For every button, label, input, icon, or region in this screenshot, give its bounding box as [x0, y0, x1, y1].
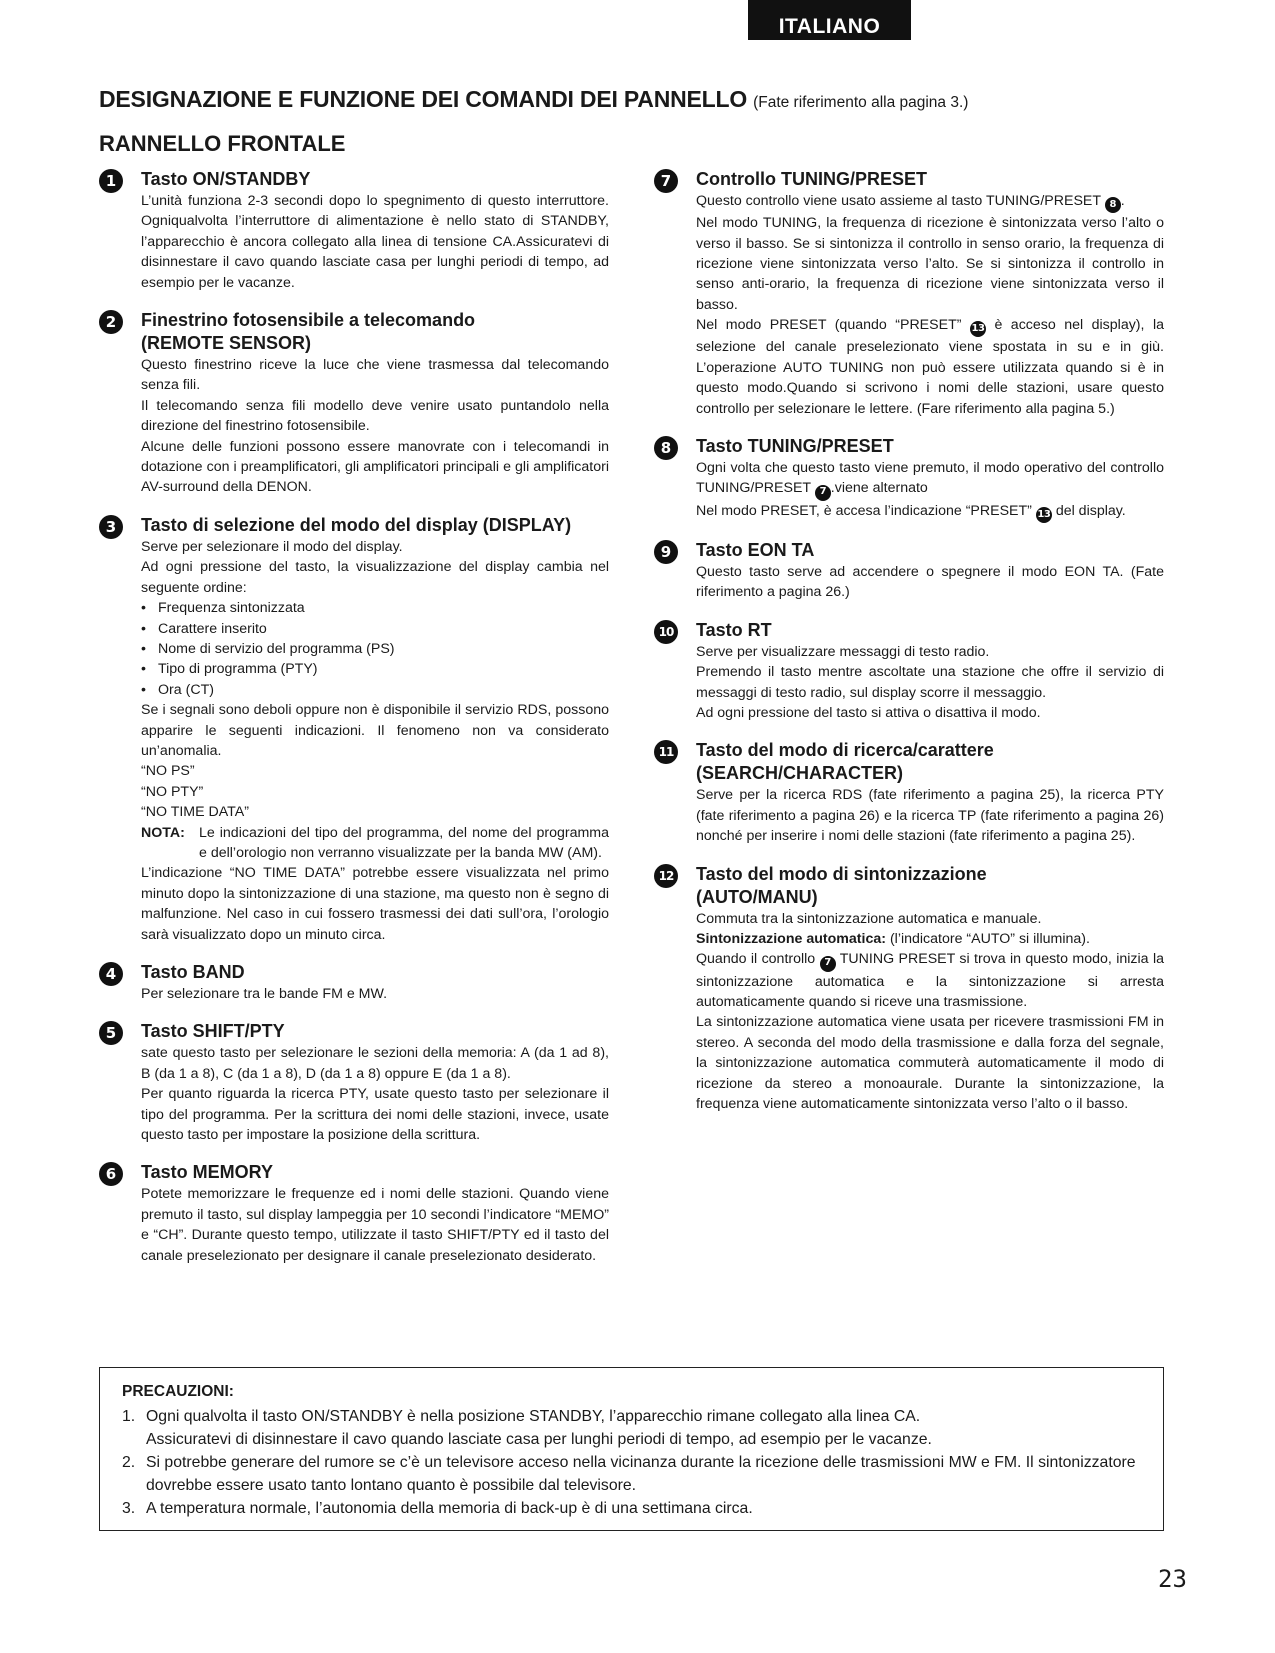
item-search-character: [654, 739, 1164, 846]
item-number-badge: 1: [99, 169, 123, 193]
precautions-list: [122, 1405, 1141, 1520]
item-paragraph: [696, 929, 1164, 949]
right-column: [654, 168, 1164, 1130]
item-body: [141, 1043, 609, 1145]
item-paragraph: Per quanto riguarda la ricerca PTY, usate questo tasto per selezionare il tipo del programma. Per la scrittura dei nomi delle stazioni, invece, usate questo tasto per impostare la posizione della scrittura.: [141, 1086, 609, 1144]
item-paragraph: Serve per visualizzare messaggi di testo radio.: [696, 643, 990, 660]
text-span: Nel modo PRESET (quando “PRESET”: [696, 317, 962, 334]
item-body: [141, 1184, 609, 1266]
item-number-badge: 5: [99, 1021, 123, 1045]
precaution-number: 2.: [122, 1454, 136, 1471]
item-remote-sensor: [99, 309, 609, 498]
item-body: [141, 355, 609, 498]
item-eon-ta: [654, 539, 1164, 603]
item-paragraph: [696, 315, 1164, 419]
item-tuning-preset-button: [654, 435, 1164, 523]
item-auto-manu: [654, 863, 1164, 1115]
item-band: [99, 961, 609, 1004]
ref-number-badge: 7: [820, 956, 836, 972]
item-body: [141, 191, 609, 293]
note-block: [141, 823, 609, 864]
precaution-item: [122, 1497, 1141, 1520]
item-heading: [141, 309, 609, 355]
item-heading: Tasto RT: [696, 619, 772, 640]
item-tuning-preset-control: [654, 168, 1164, 419]
page-title-ref: (Fate riferimento alla pagina 3.): [753, 94, 969, 111]
item-paragraph: Nel modo TUNING, la frequenza di ricezione è sintonizzata verso l’alto o verso il basso. Se si sintonizza il controllo in senso orario, la frequenza di ricezione viene sintonizzata verso l’alto. Se si sintonizza il controllo in senso anti-orario, la frequenza di ricezione viene sintonizzata verso il basso.: [696, 215, 1164, 313]
item-heading: Tasto ON/STANDBY: [141, 169, 311, 189]
item-heading: [696, 739, 1164, 785]
left-column: [99, 168, 609, 1282]
list-item: • Tipo di programma (PTY): [141, 659, 609, 679]
item-number-badge: 4: [99, 962, 123, 986]
item-body: [696, 909, 1164, 1115]
item-heading: Tasto SHIFT/PTY: [141, 1021, 285, 1042]
indicator-text: “NO PS”: [141, 763, 195, 780]
item-heading-line: Tasto del modo di sintonizzazione: [696, 863, 987, 884]
item-number-badge: 11: [654, 740, 678, 764]
item-heading-line: Finestrino fotosensibile a telecomando: [141, 310, 476, 331]
item-heading: Tasto BAND: [141, 962, 245, 982]
item-number-badge: 12: [654, 864, 678, 888]
precaution-text: Si potrebbe generare del rumore se c’è un televisore acceso nella vicinanza durante la ricezione delle trasmissioni MW e FM. Il sintonizzatore dovrebbe essere usato tanto lontano quanto è possibile dal televisore.: [146, 1454, 1136, 1494]
page-title-text: DESIGNAZIONE E FUNZIONE DEI COMANDI DEI PANNELLO: [99, 86, 748, 112]
ref-number-badge: 13: [970, 321, 986, 337]
indicator-text: “NO TIME DATA”: [141, 804, 249, 821]
precaution-item: [122, 1451, 1141, 1497]
text-span: (l’indicatore “AUTO” si illumina).: [889, 930, 1090, 947]
list-item: • Frequenza sintonizzata: [141, 598, 609, 618]
text-span: Nel modo PRESET, è accesa l’indicazione “PRESET”: [696, 502, 1032, 519]
list-item: • Nome di servizio del programma (PS): [141, 639, 609, 659]
item-heading: Controllo TUNING/PRESET: [696, 169, 927, 189]
item-paragraph: [696, 501, 1164, 523]
item-heading: [696, 863, 1164, 909]
item-paragraph: Questo tasto serve ad accendere o spegnere il modo EON TA. (Fate riferimento a pagina 26.): [696, 563, 1164, 601]
text-span: Quando il controllo: [696, 951, 816, 968]
item-paragraph: L’indicazione “NO TIME DATA” potrebbe essere visualizzata nel primo minuto dopo la sintonizzazione di una stazione, ma questo non è segno di malfunzione. Nel caso in cui fossero trasmessi dei dati sull’ora, l’orologio sarà visualizzato dopo un minuto circa.: [141, 865, 609, 943]
text-span: .: [1120, 193, 1125, 209]
item-paragraph: [696, 191, 1164, 213]
item-paragraph: La sintonizzazione automatica viene usata per ricevere trasmissioni FM in stereo. A seconda del modo della trasmissione e dalla forza del segnale, la sintonizzazione automatica commuterà automaticamente il modo di ricezione da stereo a monoaurale. Durante la sintonizzazione, la frequenza viene automaticamente sintonizzata verso l’alto o il basso.: [696, 1014, 1164, 1112]
ref-number-badge: 8: [1105, 197, 1121, 213]
item-on-standby: [99, 168, 609, 293]
item-number-badge: 8: [654, 436, 678, 460]
precaution-text: Ogni qualvolta il tasto ON/STANDBY è nella posizione STANDBY, l’apparecchio rimane collegato alla linea CA.: [146, 1408, 921, 1425]
language-tab: ITALIANO: [748, 0, 911, 40]
item-paragraph: Serve per la ricerca RDS (fate riferimento a pagina 25), la ricerca PTY (fate riferimento a pagina 26) e la ricerca TP (fate riferimento a pagina 26) nonché per inserire i nomi delle stazioni (fate riferimento a pagina 25).: [696, 787, 1164, 845]
ref-number-badge: 13: [1036, 507, 1052, 523]
item-memory: [99, 1161, 609, 1266]
item-paragraph: Ad ogni pressione del tasto, la visualizzazione del display cambia nel seguente ordine:: [141, 559, 609, 596]
precaution-text: A temperatura normale, l’autonomia della memoria di back-up è di una settimana circa.: [146, 1500, 753, 1517]
item-shift-pty: [99, 1020, 609, 1145]
item-number-badge: 6: [99, 1162, 123, 1186]
item-paragraph: [696, 949, 1164, 1012]
note-label: NOTA:: [141, 824, 185, 841]
precautions-title: PRECAUZIONI:: [122, 1383, 234, 1400]
item-heading: Tasto TUNING/PRESET: [696, 436, 894, 457]
page-number: 23: [1158, 1565, 1187, 1593]
text-span: .viene alternato: [830, 480, 928, 497]
item-rt: [654, 619, 1164, 724]
item-paragraph: Alcune delle funzioni possono essere manovrate con i telecomandi in dotazione con i preamplificatori, gli amplificatori principali e gli amplificatori AV-surround della DENON.: [141, 438, 609, 496]
item-paragraph: Se i segnali sono deboli oppure non è disponibile il servizio RDS, possono apparire le seguenti indicazioni. Il fenomeno non va considerato un’anomalia.: [141, 702, 609, 759]
item-heading: Tasto EON TA: [696, 539, 815, 560]
text-span: Ogni volta che questo tasto viene premuto, il modo operativo del controllo TUNING/PRESET: [696, 460, 1164, 497]
item-body: [696, 191, 1164, 419]
note-text: Le indicazioni del tipo del programma, del nome del programma e dell’orologio non verranno visualizzate per la banda MW (AM).: [199, 824, 609, 861]
item-paragraph: Per selezionare tra le bande FM e MW.: [141, 986, 388, 1002]
bullet-list: [141, 598, 609, 700]
list-item: • Carattere inserito: [141, 619, 609, 639]
item-number-badge: 2: [99, 310, 123, 334]
section-title: RANNELLO FRONTALE: [99, 131, 346, 156]
item-body: [696, 642, 1164, 724]
item-body: [141, 984, 609, 1004]
precaution-number: 1.: [122, 1408, 136, 1425]
item-heading: Tasto MEMORY: [141, 1162, 274, 1183]
item-paragraph: Il telecomando senza fili modello deve venire usato puntandolo nella direzione del finestrino fotosensibile.: [141, 397, 609, 435]
item-paragraph: L’unità funziona 2-3 secondi dopo lo spegnimento di questo interruttore. Ogniqualvolta l’interruttore di alimentazione è nello stato di STANDBY, l’apparecchio è ancora collegato alla linea di tensione CA.Assicuratevi di disinnestare il cavo quando lasciate casa per lunghi periodi di tempo, ad esempio per le vacanze.: [141, 193, 609, 291]
item-number-badge: 9: [654, 540, 678, 564]
precautions-box: [99, 1367, 1164, 1531]
item-paragraph: Questo finestrino riceve la luce che viene trasmessa dal telecomando senza fili.: [141, 357, 609, 394]
item-paragraph: Commuta tra la sintonizzazione automatica e manuale.: [696, 910, 1042, 927]
item-heading-line: (SEARCH/CHARACTER): [696, 763, 903, 784]
indicator-text: “NO PTY”: [141, 783, 204, 800]
item-paragraph: Ad ogni pressione del tasto si attiva o disattiva il modo.: [696, 704, 1041, 721]
item-paragraph: Potete memorizzare le frequenze ed i nomi delle stazioni. Quando viene premuto il tasto, sul display lampeggia per 10 secondi l’indicatore “MEMO” e “CH”. Durante questo tempo, utilizzate il tasto SHIFT/PTY ed il tasto del canale preselezionato per designare il canale preselezionato desiderato.: [141, 1186, 609, 1264]
list-item: • Ora (CT): [141, 680, 609, 700]
precaution-text: Assicuratevi di disinnestare il cavo quando lasciate casa per lunghi periodi di tempo, ad esempio per le vacanze.: [146, 1431, 932, 1448]
item-heading-line: (AUTO/MANU): [696, 886, 818, 907]
item-number-badge: 3: [99, 515, 123, 539]
item-paragraph: [696, 458, 1164, 501]
item-heading: Tasto di selezione del modo del display (DISPLAY): [141, 514, 572, 535]
precaution-number: 3.: [122, 1500, 136, 1517]
text-span: del display.: [1055, 502, 1126, 519]
text-span: è acceso nel display), la selezione del canale preselezionato viene spostata in su e in giù. L’operazione AUTO TUNING non può essere utilizzata quando si è in questo modo.Quando si scrivono i nomi delle stazioni, usare questo controllo per selezionare le lettere. (Fare riferimento alla pagina 5.): [696, 317, 1164, 417]
bold-label: Sintonizzazione automatica:: [696, 930, 886, 947]
precaution-item: [122, 1405, 1141, 1451]
item-display: [99, 514, 609, 945]
text-span: TUNING PRESET si trova in questo modo, inizia la sintonizzazione automatica e la sintonizzazione si arresta automaticamente quando si riceve una trasmissione.: [696, 951, 1164, 1010]
item-paragraph: Premendo il tasto mentre ascoltate una stazione che offre il servizio di messaggi di testo radio, sul display scorre il messaggio.: [696, 664, 1164, 701]
item-number-badge: 10: [654, 620, 678, 644]
item-body: [141, 537, 609, 945]
text-span: Questo controllo viene usato assieme al tasto TUNING/PRESET: [696, 193, 1101, 209]
item-number-badge: 7: [654, 169, 678, 193]
item-heading-line: (REMOTE SENSOR): [141, 333, 312, 354]
item-body: [696, 562, 1164, 603]
item-paragraph: Serve per selezionare il modo del display.: [141, 538, 403, 555]
ref-number-badge: 7: [815, 485, 831, 501]
item-paragraph: sate questo tasto per selezionare le sezioni della memoria: A (da 1 ad 8), B (da 1 a 8), C (da 1 a 8), D (da 1 a 8) oppure E (da 1 a 8).: [141, 1045, 609, 1082]
item-body: [696, 458, 1164, 523]
item-body: [696, 785, 1164, 846]
page-title: [99, 86, 968, 113]
item-heading-line: Tasto del modo di ricerca/carattere: [696, 740, 994, 761]
